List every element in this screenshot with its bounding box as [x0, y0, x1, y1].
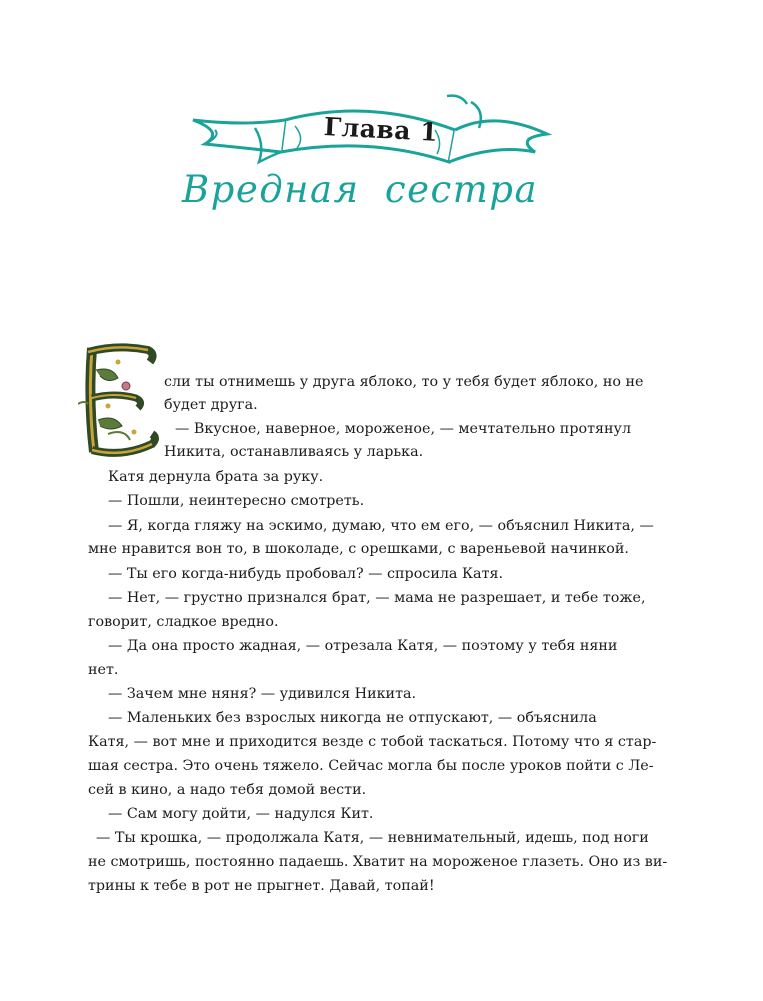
- text-line: — Да она просто жадная, — отрезала Катя, — поэтому у тебя няни: [108, 638, 618, 654]
- text-line: — Нет, — грустно признался брат, — мама не разрешает, и тебе тоже,: [108, 590, 646, 606]
- text-line: сли ты отнимешь у друга яблоко, то у тебя будет яблоко, но не: [164, 374, 644, 390]
- text-line: — Ты крошка, — продолжала Катя, — невнимательный, идешь, под ноги: [96, 830, 649, 846]
- text-line: Катя дернула брата за руку.: [108, 469, 324, 485]
- text-line: Катя, — вот мне и приходится везде с тобой таскаться. Потому что я стар-: [88, 734, 657, 750]
- chapter-number: Глава 1: [323, 112, 439, 147]
- text-line: — Ты его когда-нибудь пробовал? — спросила Катя.: [108, 566, 504, 582]
- text-line: — Зачем мне няня? — удивился Никита.: [108, 686, 417, 702]
- dropcap-text: [78, 340, 79, 341]
- text-line: — Я, когда гляжу на эскимо, думаю, что ем его, — объяснил Никита, —: [108, 518, 654, 534]
- chapter-title: Вредная сестра: [181, 168, 539, 211]
- text-line: говорит, сладкое вредно.: [88, 614, 279, 630]
- floral-dropcap-icon: [78, 340, 162, 460]
- text-line: — Сам могу дойти, — надулся Кит.: [108, 806, 374, 822]
- text-line: — Маленьких без взрослых никогда не отпускают, — объяснила: [108, 710, 597, 726]
- text-line: мне нравится вон то, в шоколаде, с орешками, с вареньевой начинкой.: [88, 541, 629, 557]
- dropcap-letter-ornament: [78, 340, 162, 460]
- text-line: нет.: [88, 662, 119, 678]
- text-line: Никита, останавливаясь у ларька.: [164, 444, 424, 460]
- text-line: — Пошли, неинтересно смотреть.: [108, 493, 365, 509]
- text-line: будет друга.: [164, 397, 258, 413]
- text-line: сей в кино, а надо тебя домой вести.: [88, 782, 367, 798]
- text-line: трины к тебе в рот не прыгнет. Давай, топай!: [88, 878, 435, 894]
- text-line: — Вкусное, наверное, мороженое, — мечтательно протянул: [175, 421, 632, 437]
- text-line: шая сестра. Это очень тяжело. Сейчас могла бы после уроков пойти с Ле-: [88, 758, 654, 774]
- text-line: не смотришь, постоянно падаешь. Хватит на мороженое глазеть. Оно из ви-: [88, 854, 668, 870]
